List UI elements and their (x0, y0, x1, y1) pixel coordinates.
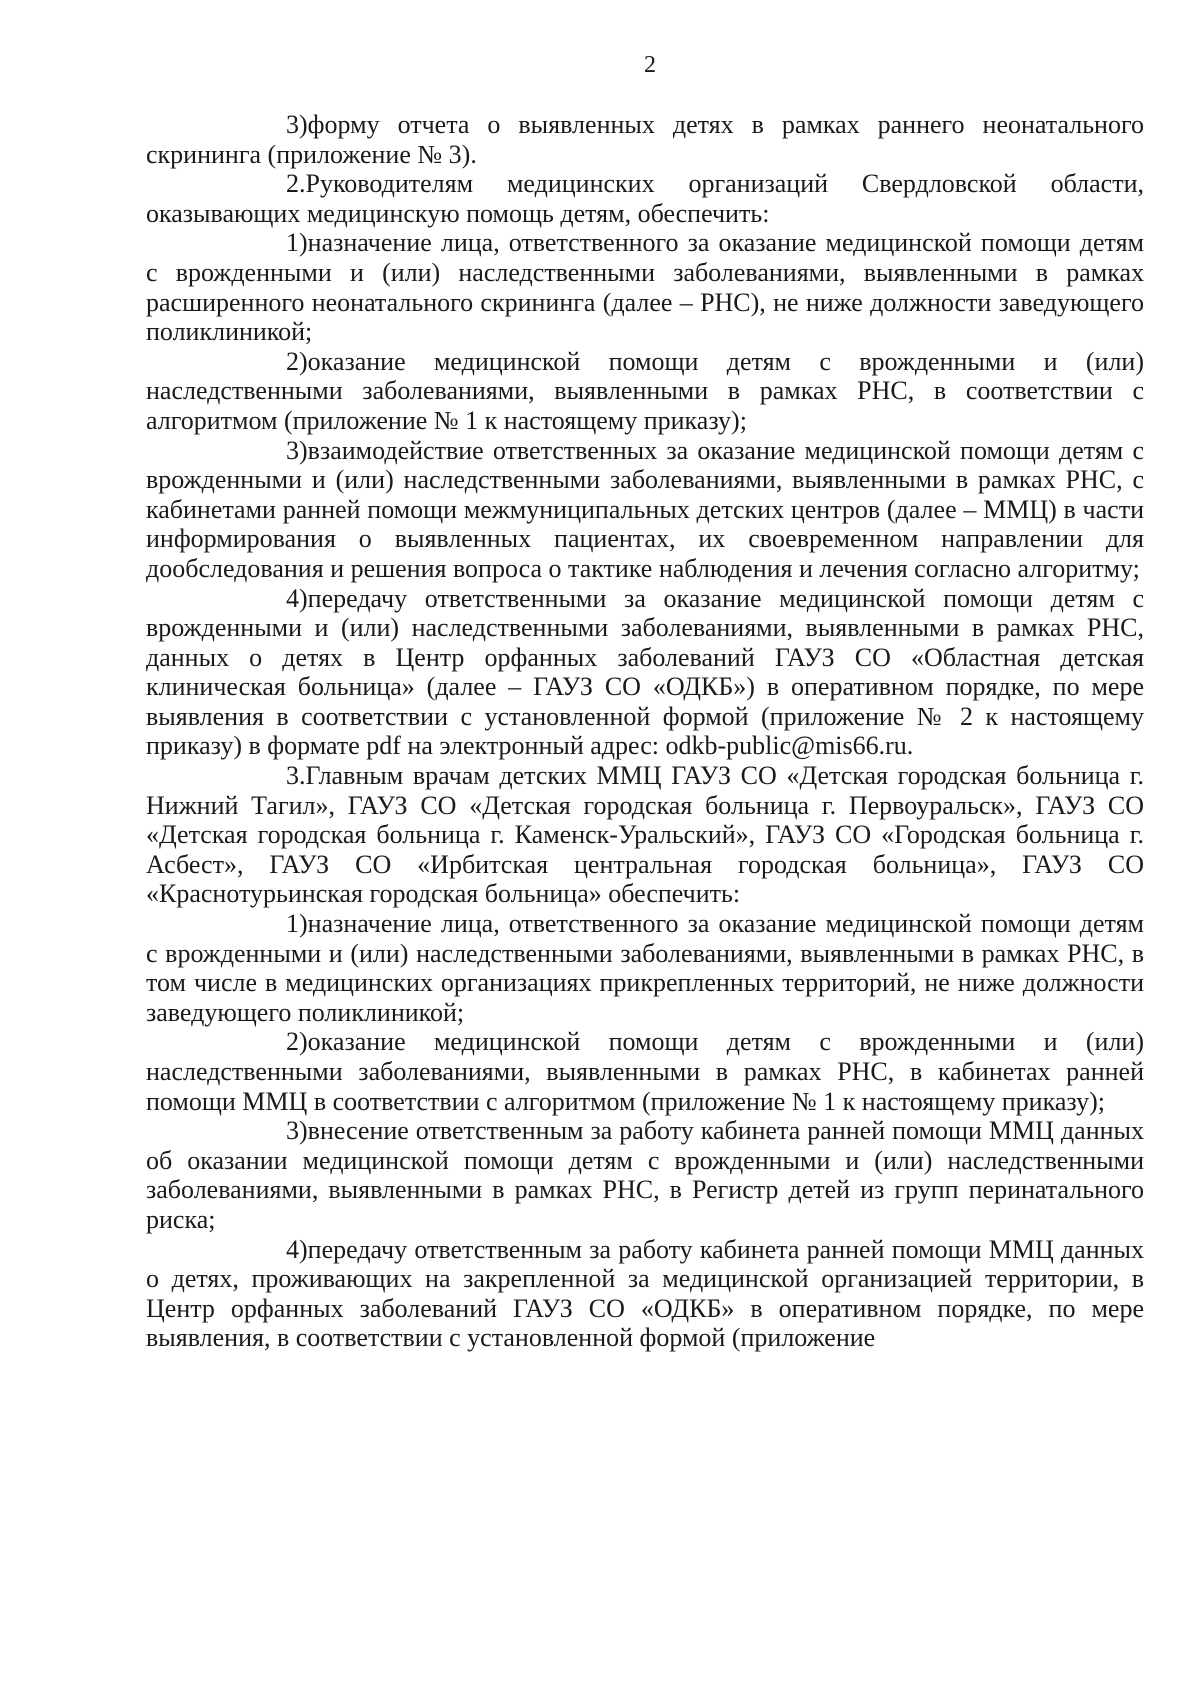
paragraph-text: назначение лица, ответственного за оказание медицинской помощи детям с врожденными и (или) наследственными заболеваниями, выявленными в рамках расширенного неонатального скрининга (далее – РНС), не ниже должности заведующего поликлиникой; (146, 228, 1144, 347)
item-number: 2) (286, 1027, 308, 1057)
item-number: 3) (286, 435, 308, 465)
paragraph-heads-of-organizations (146, 169, 1144, 228)
item-number: 2) (286, 346, 308, 376)
paragraph-text: назначение лица, ответственного за оказание медицинской помощи детям с врожденными и (или) наследственными заболеваниями, выявленными в рамках РНС, в том числе в медицинских организациях прикрепленных территорий, не ниже должности заведующего поликлиникой; (146, 909, 1144, 1027)
item-number: 4) (286, 583, 308, 613)
paragraph-registry-entry (146, 1116, 1144, 1234)
paragraph-text: оказание медицинской помощи детям с врожденными и (или) наследственными заболеваниями, выявленными в рамках РНС, в соответствии с алгоритмом (приложение № 1 к настоящему приказу); (146, 346, 1144, 435)
paragraph-chief-physicians (146, 761, 1144, 909)
item-number: 3) (286, 110, 308, 139)
item-number: 2. (286, 169, 306, 199)
paragraph-appoint-responsible (146, 228, 1144, 346)
paragraph-interaction (146, 436, 1144, 584)
paragraph-text: передачу ответственным за работу кабинета ранней помощи ММЦ данных о детях, проживающих на закрепленной за медицинской организацией территории, в Центр орфанных заболеваний ГАУЗ СО «ОДКБ» в оперативном порядке, по мере выявления, в соответствии с установленной формой (приложение (146, 1234, 1144, 1353)
item-number: 4) (286, 1234, 308, 1264)
paragraph-text: внесение ответственным за работу кабинета ранней помощи ММЦ данных об оказании медицинской помощи детям с врожденными и (или) наследственными заболеваниями, выявленными в рамках РНС, в Регистр детей из групп перинатального риска; (146, 1116, 1144, 1234)
paragraph-text: передачу ответственными за оказание медицинской помощи детям с врожденными и (или) наследственными заболеваниями, выявленными в рамках РНС, данных о детях в Центр орфанных заболеваний ГАУЗ СО «Областная детская клиническая больница» (далее – ГАУЗ СО «ОДКБ») в оперативном порядке, по мере выявления в соответствии с установленной формой (приложение № 2 к настоящему приказу) в формате pdf на электронный адрес: odkb-public@mis66.ru. (146, 583, 1144, 761)
paragraph-appoint-responsible-mmc (146, 909, 1144, 1027)
paragraph-text: оказание медицинской помощи детям с врожденными и (или) наследственными заболеваниями, выявленными в рамках РНС, в кабинетах ранней помощи ММЦ в соответствии с алгоритмом (приложение № 1 к настоящему приказу); (146, 1027, 1144, 1116)
paragraph-report-form (146, 110, 1144, 169)
page-number: 2 (644, 52, 656, 78)
paragraph-provide-care (146, 347, 1144, 436)
paragraph-text: Главным врачам детских ММЦ ГАУЗ СО «Детская городская больница г. Нижний Тагил», ГАУЗ СО «Детская городская больница г. Первоуральск», ГАУЗ СО «Детская городская больница г. Каменск-Уральский», ГАУЗ СО «Городская больница г. Асбест», ГАУЗ СО «Ирбитская центральная городская больница», ГАУЗ СО «Краснотурьинская городская больница» обеспечить: (146, 761, 1144, 909)
item-number: 1) (286, 909, 308, 939)
paragraph-data-transfer (146, 584, 1144, 762)
paragraph-text: взаимодействие ответственных за оказание медицинской помощи детям с врожденными и (или) наследственными заболеваниями, выявленными в рамках РНС, с кабинетами ранней помощи межмуниципальных детских центров (далее – ММЦ) в части информирования о выявленных пациентах, их своевременном направлении для дообследования и решения вопроса о тактике наблюдения и лечения согласно алгоритму; (146, 435, 1144, 583)
paragraph-text: Руководителям медицинских организаций Свердловской области, оказывающих медицинскую помощь детям, обеспечить: (146, 169, 1144, 228)
item-number: 3) (286, 1116, 308, 1146)
paragraph-data-transfer-mmc (146, 1235, 1144, 1353)
paragraph-provide-care-mmc (146, 1027, 1144, 1116)
document-body (146, 110, 1144, 1353)
item-number: 3. (286, 761, 306, 791)
paragraph-text: форму отчета о выявленных детях в рамках раннего неонатального скрининга (приложение № 3). (146, 110, 1144, 169)
item-number: 1) (286, 228, 308, 258)
